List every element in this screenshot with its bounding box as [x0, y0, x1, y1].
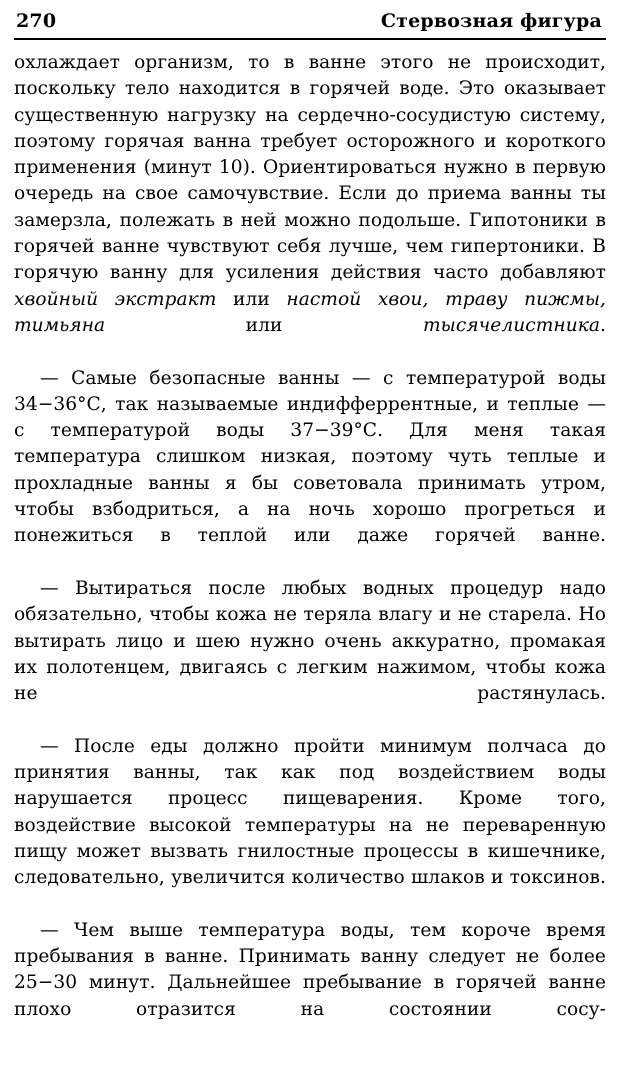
header-rule — [14, 38, 606, 40]
emphasis-text: настой хвои, траву пижмы, тимьяна — [14, 288, 606, 336]
body-run: — Вытираться после любых водных процедур надо обязательно, чтобы кожа не теряла влагу и не старела. Но вытирать лицо и шею нужно очень аккуратно, промакая их полотенцем, двигаясь с легким нажимом, чтобы кожа не растянулась. — [14, 577, 606, 705]
body-run: — Чем выше температура воды, тем короче время пребывания в ванне. Принимать ванну следует не более 25−30 минут. Дальнейшее пребывание в горячей ванне плохо отразится на состоянии сосу- — [14, 919, 606, 1020]
body-run: или — [105, 314, 423, 336]
paragraph — [14, 50, 606, 366]
body-run: охлаждает организм, то в ванне этого не происходит, поскольку тело находится в горячей воде. Это оказывает существенную нагрузку на сердечно-сосудистую систему, поэтому горячая ванна требует осторожного и короткого применения (минут 10). Ориентироваться нужно в первую очередь на свое самочувствие. Если до приема ванны ты замерзла, полежать в ней можно подольше. Гипотоники в горячей ванне чувствуют себя лучше, чем гипертоники. В горячую ванну для усиления действия часто добавляют — [14, 52, 606, 284]
page-body — [14, 50, 606, 1049]
body-run: — Самые безопасные ванны — с температурой воды 34−36°С, так называемые индифферрентные, и теплые — с температурой воды 37−39°С. Для меня такая температура слишком низкая, поэтому чуть теплые и прохладные ванны я бы советовала принимать утром, чтобы взбодриться, а на ночь хорошо прогреться и понежиться в теплой или даже горячей ванне. — [14, 367, 606, 547]
body-run: — После еды должно пройти минимум полчаса до принятия ванны, так как под воздействием воды нарушается процесс пищеварения. Кроме того, воздействие высокой температуры на не переваренную пищу может вызвать гнилостные процессы в кишечнике, следовательно, увеличится количество шлаков и токсинов. — [14, 735, 606, 889]
emphasis-text: хвойный экстракт — [14, 288, 217, 310]
paragraph — [14, 576, 606, 734]
running-title: Стервозная фигура — [380, 10, 602, 32]
paragraph — [14, 366, 606, 576]
page-number: 270 — [16, 10, 57, 32]
paragraph — [14, 918, 606, 1049]
page-header — [14, 10, 606, 32]
emphasis-text: тысячелистника. — [422, 314, 606, 336]
body-run: или — [216, 288, 287, 310]
paragraph — [14, 734, 606, 918]
